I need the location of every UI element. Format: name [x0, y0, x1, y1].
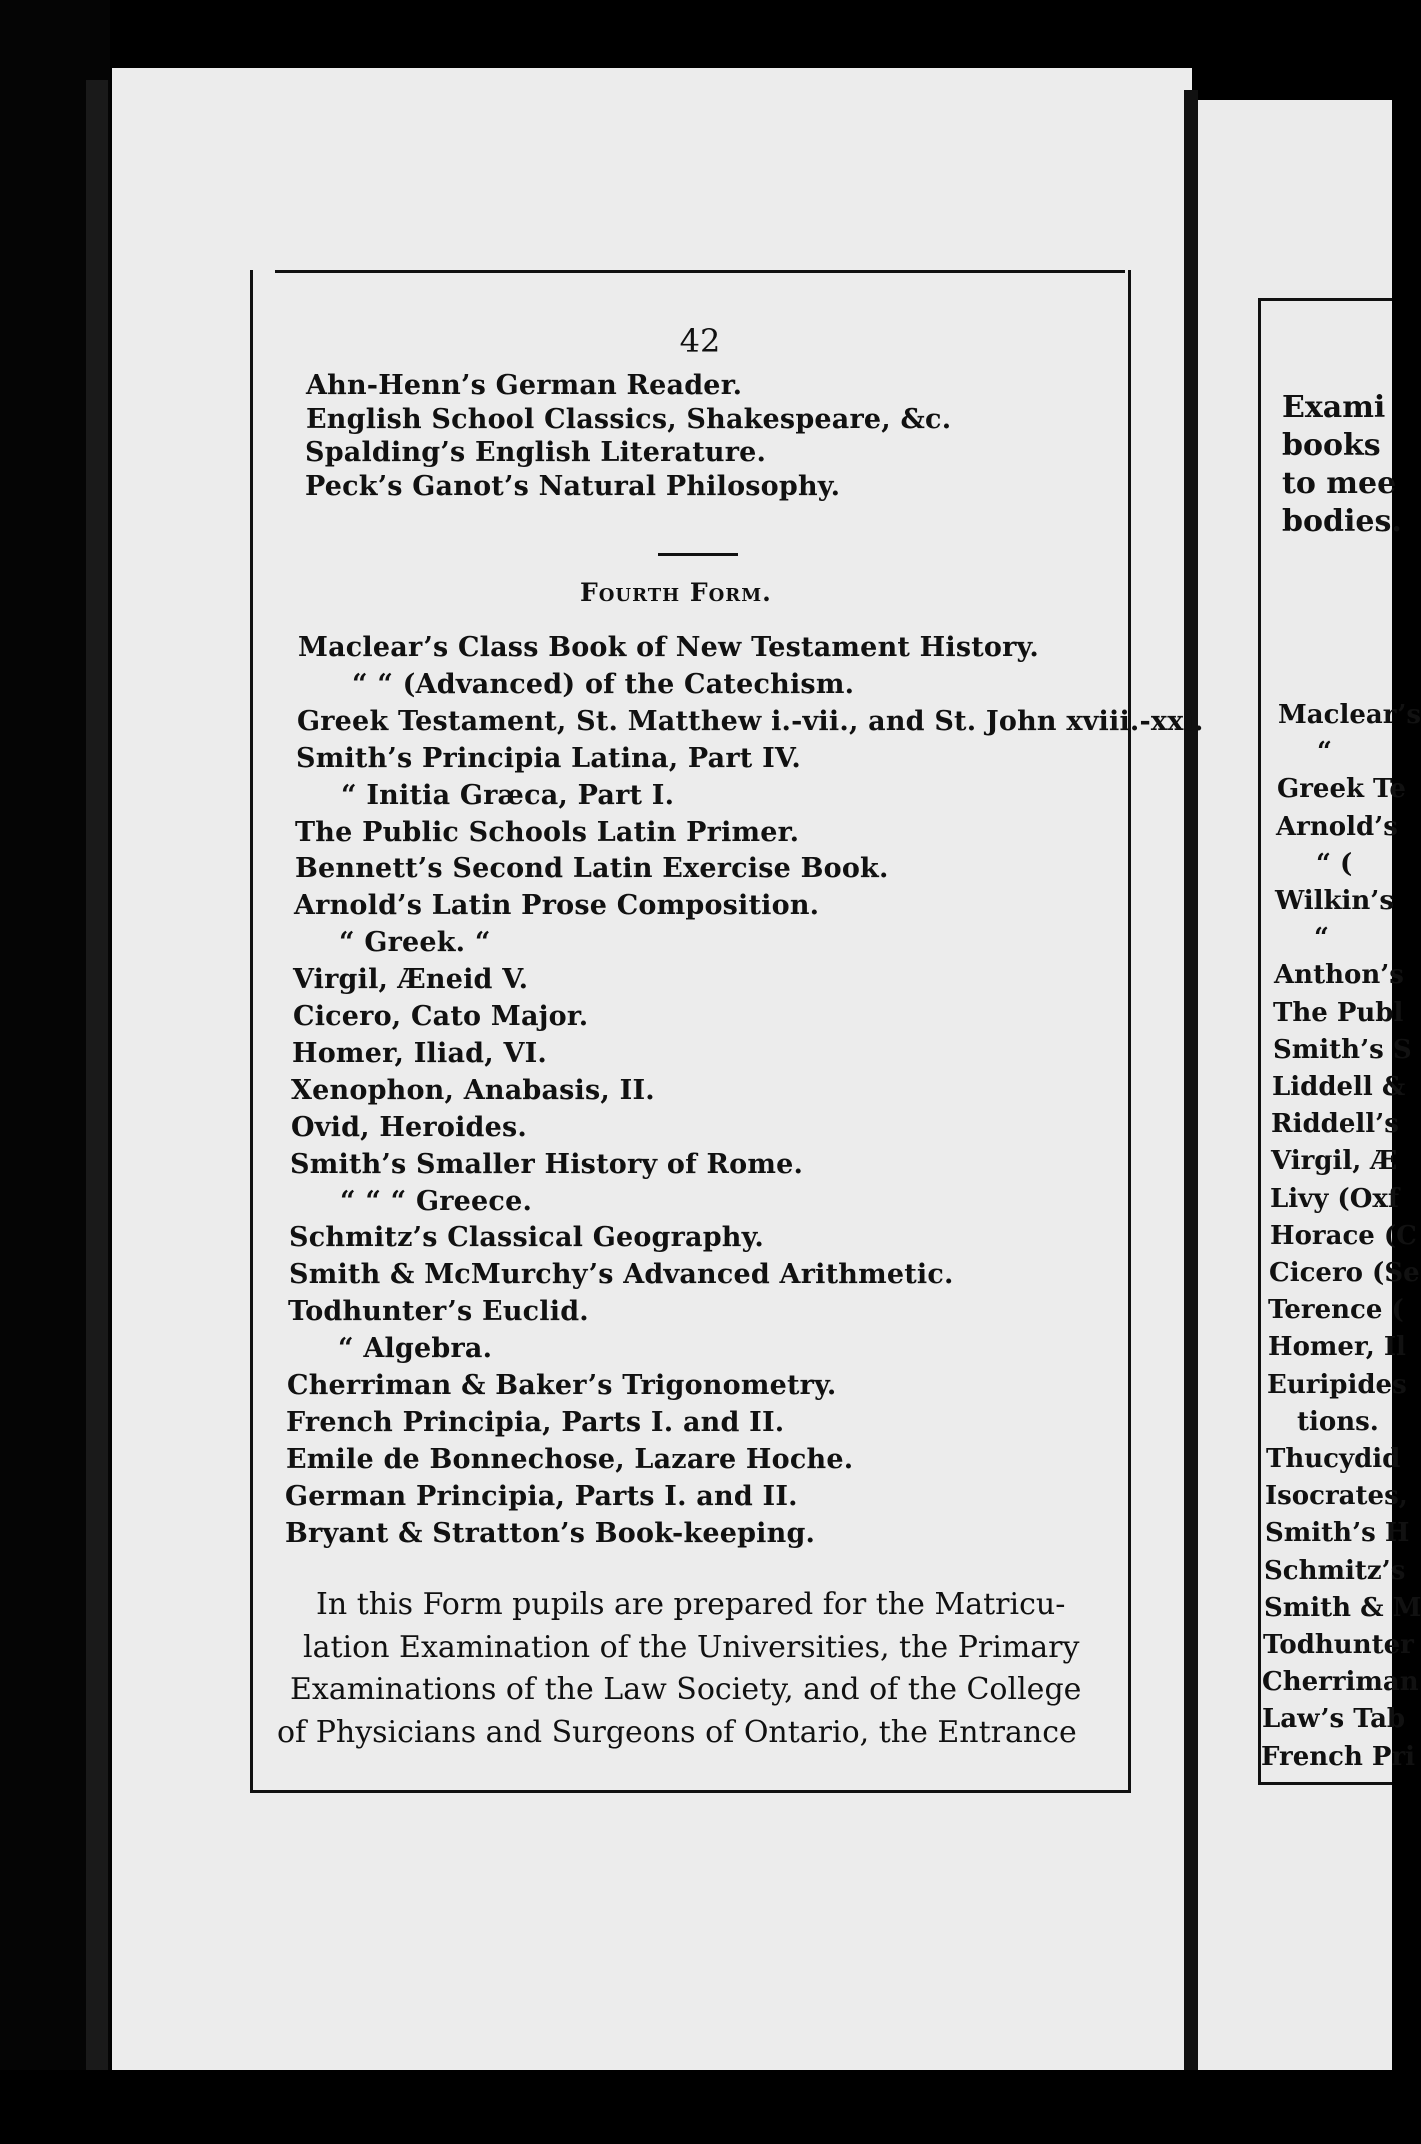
book-entry: Spalding’s English Literature. [305, 437, 767, 468]
film-top-border [0, 0, 1392, 70]
paragraph-line: In this Form pupils are prepared for the Matricu- [316, 1587, 1066, 1622]
book-entry: Todhunter’s Euclid. [288, 1296, 589, 1327]
book-entry: Smith’s Smaller History of Rome. [290, 1149, 804, 1180]
right-list-entry: tions. [1297, 1407, 1379, 1437]
right-list-entry: Schmitz’s [1264, 1556, 1406, 1586]
book-entry: “ “ (Advanced) of the Catechism. [352, 669, 855, 700]
right-list-entry: Greek Te [1277, 774, 1406, 804]
book-entry: Bennett’s Second Latin Exercise Book. [295, 853, 889, 884]
right-list-entry: The Publ [1273, 998, 1404, 1028]
book-entry: The Public Schools Latin Primer. [295, 817, 800, 848]
right-list-entry: Cicero (Se [1269, 1258, 1420, 1288]
book-entry: Smith’s Principia Latina, Part IV. [296, 743, 801, 774]
right-list-entry: Cherriman [1262, 1667, 1419, 1697]
book-entry: English School Classics, Shakespeare, &c. [306, 404, 952, 435]
paragraph-line: Examinations of the Law Society, and of the College [290, 1672, 1082, 1707]
section-heading: Fourth Form. [580, 578, 772, 607]
book-entry: Ahn-Henn’s German Reader. [306, 370, 743, 401]
right-page-text [1261, 300, 1421, 1780]
book-entry: Arnold’s Latin Prose Composition. [294, 890, 820, 921]
book-entry: “ “ “ Greece. [340, 1186, 533, 1217]
section-divider [658, 553, 738, 556]
right-list-entry: “ [1317, 737, 1332, 767]
book-entry: Schmitz’s Classical Geography. [289, 1222, 765, 1253]
right-list-entry: Virgil, Æ [1271, 1146, 1398, 1176]
book-entry: “ Initia Græca, Part I. [341, 780, 675, 811]
book-entry: Homer, Iliad, VI. [292, 1038, 548, 1069]
film-bottom-border [0, 2070, 1392, 2144]
page-edge [86, 80, 108, 2080]
right-frame-left-rule [1258, 298, 1261, 1783]
paragraph-line: of Physicians and Surgeons of Ontario, the Entrance [277, 1715, 1077, 1750]
book-entry: Cherriman & Baker’s Trigonometry. [287, 1370, 837, 1401]
book-entry: Xenophon, Anabasis, II. [291, 1075, 655, 1106]
right-list-entry: French Pri [1261, 1742, 1416, 1772]
right-paragraph-line: to mee [1282, 466, 1397, 501]
book-entry: Emile de Bonnechose, Lazare Hoche. [286, 1444, 854, 1475]
film-left-border [0, 0, 110, 2144]
book-entry: Bryant & Stratton’s Book-keeping. [285, 1518, 816, 1549]
right-paragraph-line: bodies. [1282, 504, 1402, 539]
right-list-entry: Horace (C [1270, 1221, 1417, 1251]
right-paragraph-line: books [1282, 428, 1381, 463]
book-entry: “ Algebra. [338, 1333, 493, 1364]
right-list-entry: Riddell’s [1271, 1109, 1399, 1139]
book-entry: French Principia, Parts I. and II. [286, 1407, 785, 1438]
right-list-entry: Liddell & [1272, 1072, 1406, 1102]
page-gutter [1184, 90, 1198, 2070]
book-entry: Cicero, Cato Major. [293, 1001, 589, 1032]
right-list-entry: Isocrates, [1265, 1481, 1408, 1511]
right-list-entry: Wilkin’s [1275, 886, 1394, 916]
right-list-entry: Smith & M [1264, 1593, 1421, 1623]
right-list-entry: Livy (Oxf [1270, 1184, 1400, 1214]
book-entry: Maclear’s Class Book of New Testament History. [298, 632, 1039, 663]
right-list-entry: Anthon’s [1274, 960, 1404, 990]
right-list-entry: “ ( [1316, 849, 1353, 879]
right-list-entry: Smith’s H [1265, 1518, 1410, 1548]
book-entry: Ovid, Heroides. [291, 1112, 527, 1143]
page-number: 42 [679, 322, 721, 360]
book-entry: Peck’s Ganot’s Natural Philosophy. [305, 471, 841, 502]
right-list-entry: Thucydid [1266, 1444, 1401, 1474]
right-list-entry: Smith’s S [1273, 1035, 1412, 1065]
right-list-entry: Homer, Il [1268, 1332, 1406, 1362]
right-list-entry: “ [1314, 923, 1329, 953]
right-list-entry: Law’s Tab [1262, 1704, 1406, 1734]
right-frame-bottom-rule [1258, 1782, 1392, 1785]
right-list-entry: Arnold’s [1276, 812, 1398, 842]
book-entry: German Principia, Parts I. and II. [285, 1481, 798, 1512]
right-paragraph-line: Exami [1282, 390, 1386, 425]
right-list-entry: Maclear’s [1278, 700, 1421, 730]
book-entry: Smith & McMurchy’s Advanced Arithmetic. [289, 1259, 954, 1290]
right-list-entry: Euripides [1267, 1370, 1407, 1400]
book-entry: Virgil, Æneid V. [293, 964, 529, 995]
paragraph-line: lation Examination of the Universities, the Primary [303, 1630, 1080, 1665]
right-list-entry: Terence ( [1268, 1295, 1404, 1325]
book-entry: “ Greek. “ [339, 927, 491, 958]
book-entry: Greek Testament, St. Matthew i.-vii., and St. John xviii.-xxi. [297, 706, 1204, 737]
right-list-entry: Todhunter [1263, 1630, 1414, 1660]
